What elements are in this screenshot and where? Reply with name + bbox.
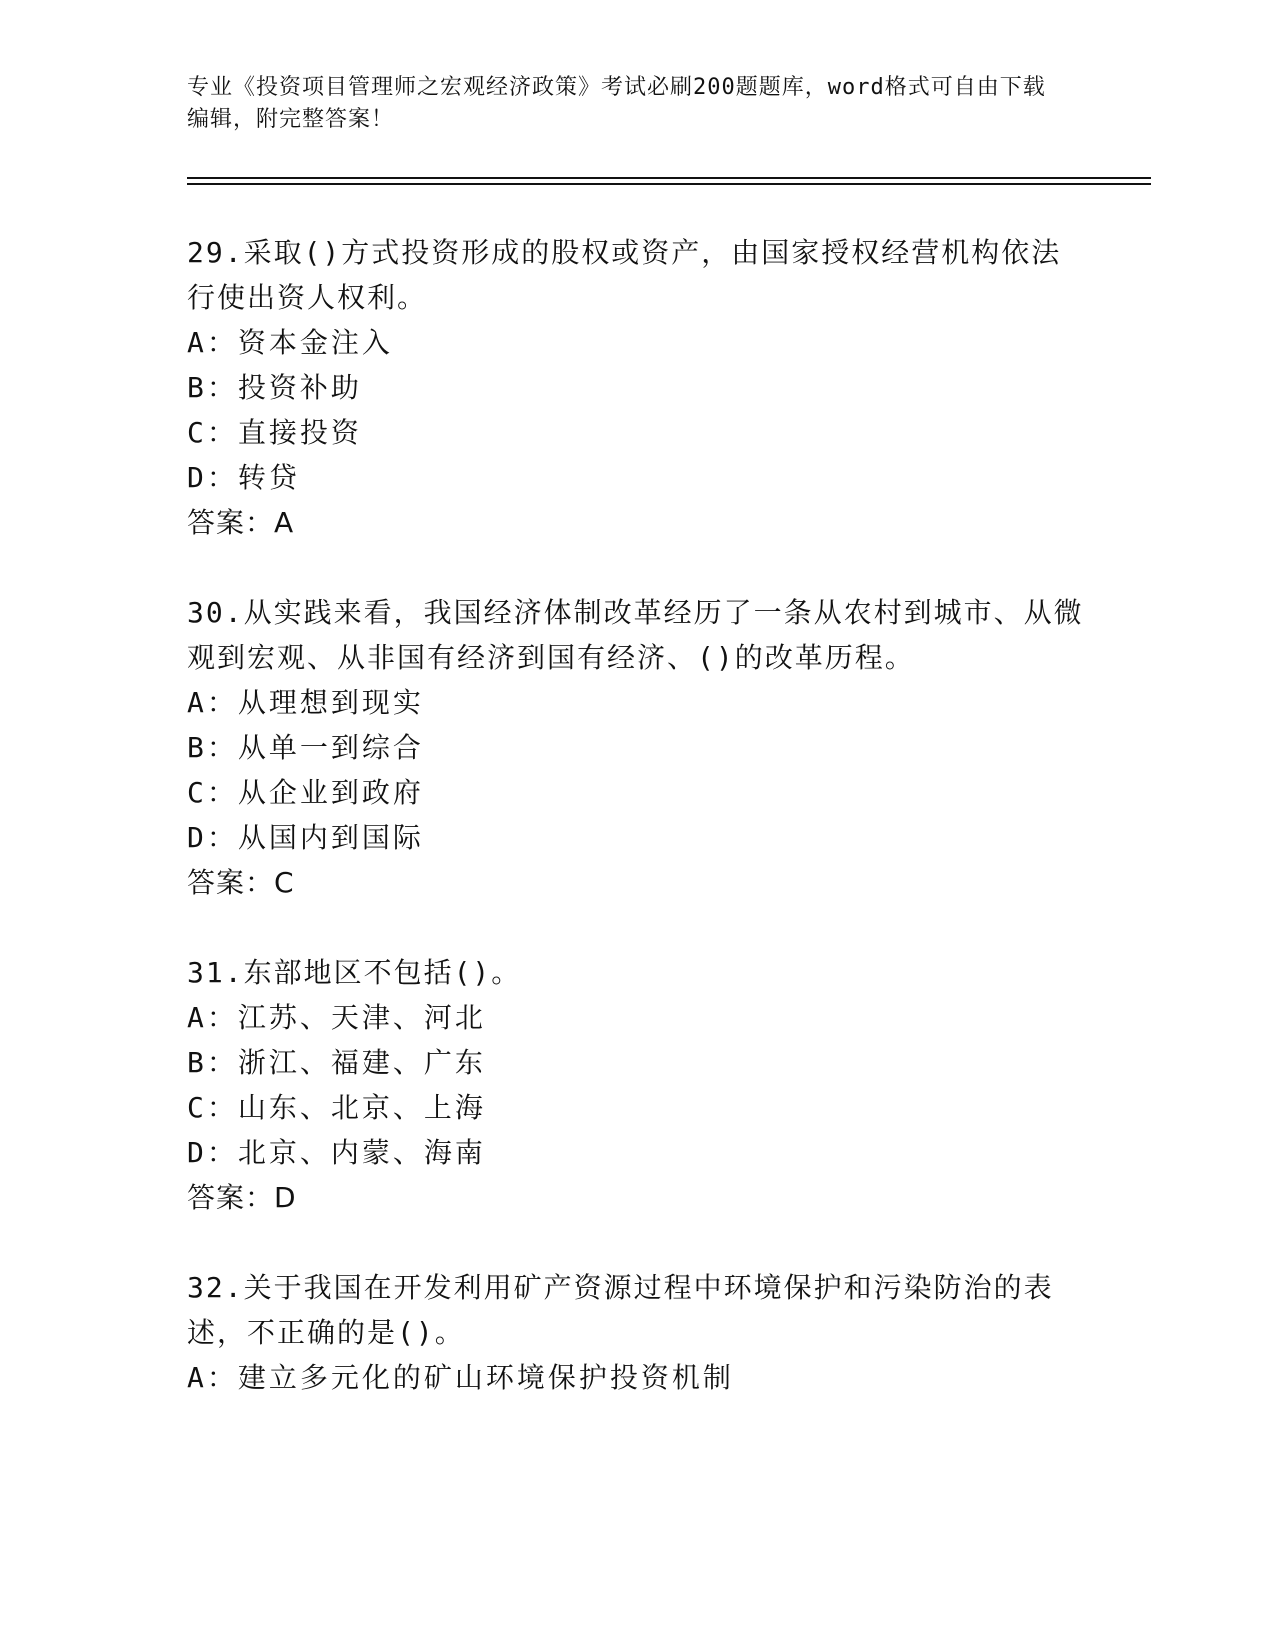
- header-divider-bottom: [187, 183, 1151, 185]
- option-b: B：浙江、福建、广东: [187, 1046, 486, 1079]
- option-d: D：转贷: [187, 461, 300, 494]
- question-30: [187, 590, 1087, 905]
- question-31: [187, 950, 1087, 1220]
- option-c: C：山东、北京、上海: [187, 1091, 486, 1124]
- option-b: B：从单一到综合: [187, 731, 424, 764]
- option-c: C：从企业到政府: [187, 776, 424, 809]
- question-stem: 32.关于我国在开发利用矿产资源过程中环境保护和污染防治的表述，不正确的是()。: [187, 1271, 1054, 1349]
- option-c: C：直接投资: [187, 416, 362, 449]
- answer: 答案：C: [187, 866, 295, 899]
- option-a: A：从理想到现实: [187, 686, 424, 719]
- answer: 答案：D: [187, 1181, 297, 1214]
- question-stem: 29.采取()方式投资形成的股权或资产，由国家授权经营机构依法行使出资人权利。: [187, 236, 1062, 314]
- option-a: A：资本金注入: [187, 326, 393, 359]
- header-divider-top: [187, 177, 1151, 179]
- option-b: B：投资补助: [187, 371, 362, 404]
- question-stem: 30.从实践来看，我国经济体制改革经历了一条从农村到城市、从微观到宏观、从非国有经济到国有经济、()的改革历程。: [187, 596, 1084, 674]
- question-stem: 31.东部地区不包括()。: [187, 956, 522, 989]
- document-header: 专业《投资项目管理师之宏观经济政策》考试必刷200题题库，word格式可自由下载编辑，附完整答案！: [187, 75, 1046, 132]
- question-29: [187, 230, 1087, 545]
- option-a: A：江苏、天津、河北: [187, 1001, 486, 1034]
- option-d: D：北京、内蒙、海南: [187, 1136, 486, 1169]
- question-32: [187, 1265, 1087, 1400]
- answer: 答案：A: [187, 506, 295, 539]
- option-a: A：建立多元化的矿山环境保护投资机制: [187, 1361, 734, 1394]
- option-d: D：从国内到国际: [187, 821, 424, 854]
